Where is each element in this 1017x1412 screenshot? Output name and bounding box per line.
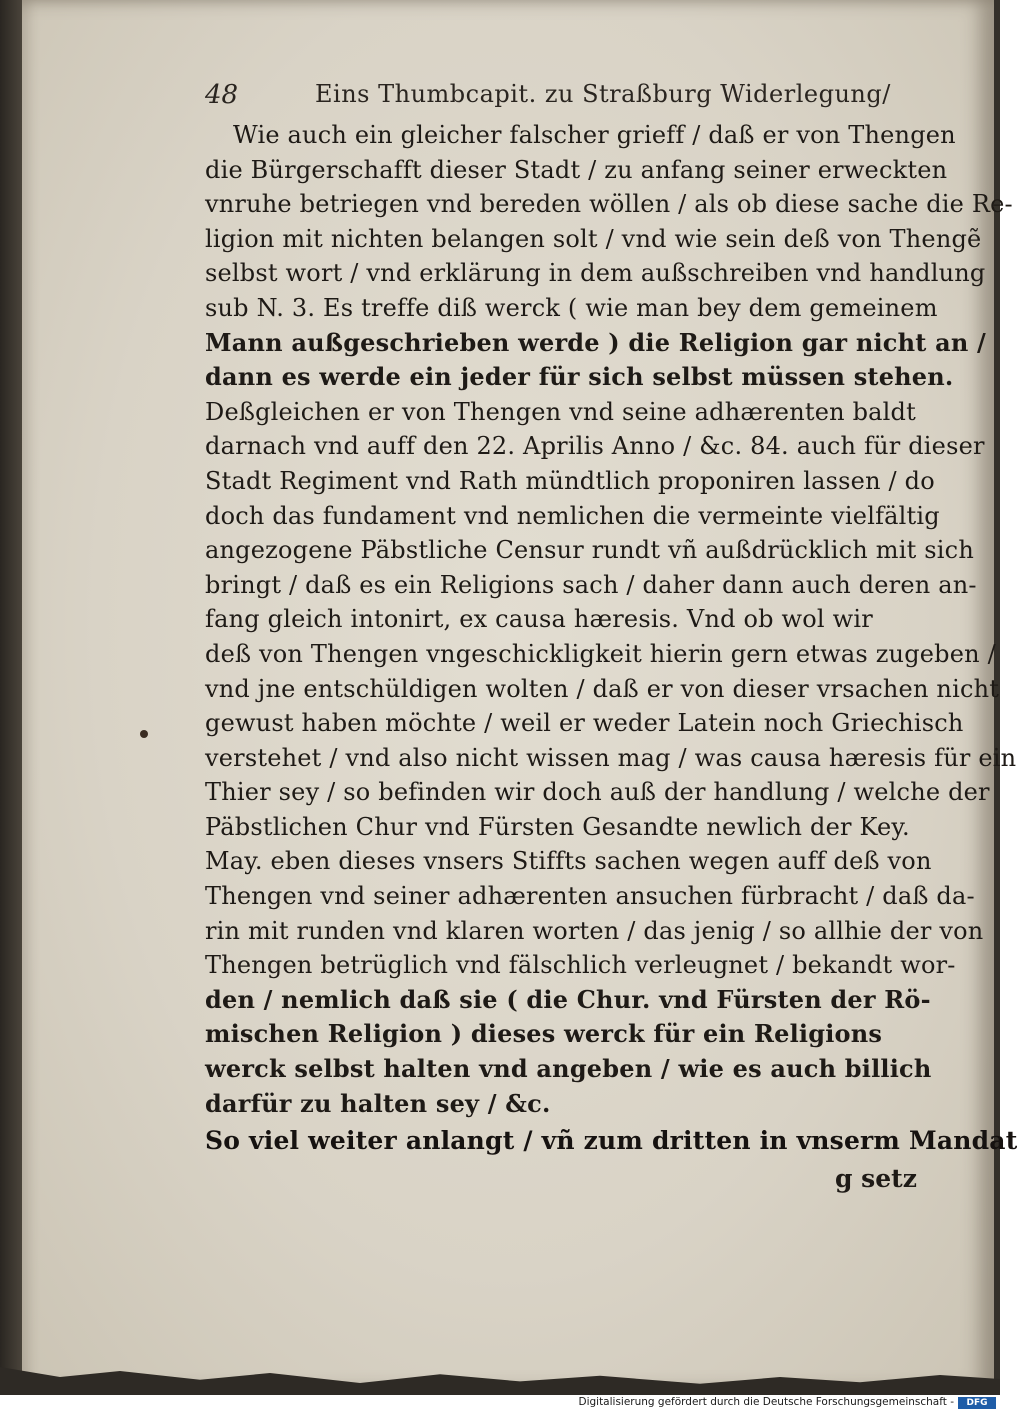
running-head: Eins Thumbcapit. zu Straßburg Widerlegung/ xyxy=(315,80,891,108)
text-line: fang gleich intonirt, ex causa hæresis. Vnd ob wol wir xyxy=(205,605,873,634)
text-line: May. eben dieses vnsers Stiffts sachen wegen auff deß von xyxy=(205,847,932,876)
text-line: Päbstlichen Chur vnd Fürsten Gesandte newlich der Key. xyxy=(205,812,910,841)
text-line: dann es werde ein jeder für sich selbst müssen stehen. xyxy=(205,362,954,392)
text-line: mischen Religion ) dieses werck für ein Religions xyxy=(205,1019,883,1049)
text-line: doch das fundament vnd nemlichen die vermeinte vielfältig xyxy=(205,501,940,530)
text-line: den / nemlich daß sie ( die Chur. vnd Fürsten der Rö- xyxy=(205,984,931,1014)
digitization-footer xyxy=(0,1395,1000,1412)
text-line: werck selbst halten vnd angeben / wie es auch billich xyxy=(205,1054,932,1084)
text-line: vnruhe betriegen vnd bereden wöllen / als ob diese sache die Re- xyxy=(205,190,1013,219)
text-line: deß von Thengen vngeschickligkeit hierin gern etwas zugeben / xyxy=(205,639,996,668)
text-line: selbst wort / vnd erklärung in dem außschreiben vnd handlung xyxy=(205,259,986,288)
text-line: ligion mit nichten belangen solt / vnd wie sein deß von Thengẽ xyxy=(205,224,982,253)
page-header xyxy=(205,78,925,114)
next-paragraph-start xyxy=(205,1124,1017,1159)
text-line: Thier sey / so befinden wir doch auß der handlung / welche der xyxy=(205,778,990,807)
text-line: darfür zu halten sey / &c. xyxy=(205,1088,551,1118)
text-line: Thengen betrüglich vnd fälschlich verleugnet / bekandt wor- xyxy=(205,951,956,980)
text-line: angezogene Päbstliche Censur rundt vñ außdrücklich mit sich xyxy=(205,536,974,565)
text-line: bringt / daß es ein Religions sach / daher dann auch deren an- xyxy=(205,570,977,599)
ink-blot xyxy=(140,730,148,738)
text-line: Stadt Regiment vnd Rath mündtlich proponiren lassen / do xyxy=(205,466,935,495)
text-line: Mann außgeschrieben werde ) die Religion gar nicht an / xyxy=(205,327,987,357)
text-line: gewust haben möchte / weil er weder Latein noch Griechisch xyxy=(205,709,964,738)
body-text xyxy=(205,118,1017,1121)
text-line: Thengen vnd seiner adhærenten ansuchen fürbracht / daß da- xyxy=(205,882,975,911)
page-number: 48 xyxy=(205,80,239,110)
book-spine xyxy=(0,0,22,1390)
text-line: die Bürgerschafft dieser Stadt / zu anfang seiner erweckten xyxy=(205,155,948,184)
text-line: Wie auch ein gleicher falscher grieff / daß er von Thengen xyxy=(233,121,956,149)
text-line: sub N. 3. Es treffe diß werck ( wie man bey dem gemeinem xyxy=(205,293,938,322)
text-line: darnach vnd auff den 22. Aprilis Anno / &c. 84. auch für dieser xyxy=(205,432,985,461)
text-line: rin mit runden vnd klaren worten / das jenig / so allhie der von xyxy=(205,916,984,945)
text-line: vnd jne entschüldigen wolten / daß er von dieser vrsachen nicht xyxy=(205,674,1000,703)
text-line: So viel weiter anlangt / vñ zum dritten in vnserm Mandat xyxy=(205,1126,1017,1155)
text-line: Deßgleichen er von Thengen vnd seine adhærenten baldt xyxy=(205,397,916,426)
dfg-logo: DFG xyxy=(958,1397,996,1409)
catchword: g setz xyxy=(835,1164,917,1193)
text-line: verstehet / vnd also nicht wissen mag / was causa hæresis für ein xyxy=(205,743,1017,772)
funding-credit: Digitalisierung gefördert durch die Deutsche Forschungsgemeinschaft - xyxy=(578,1396,954,1408)
